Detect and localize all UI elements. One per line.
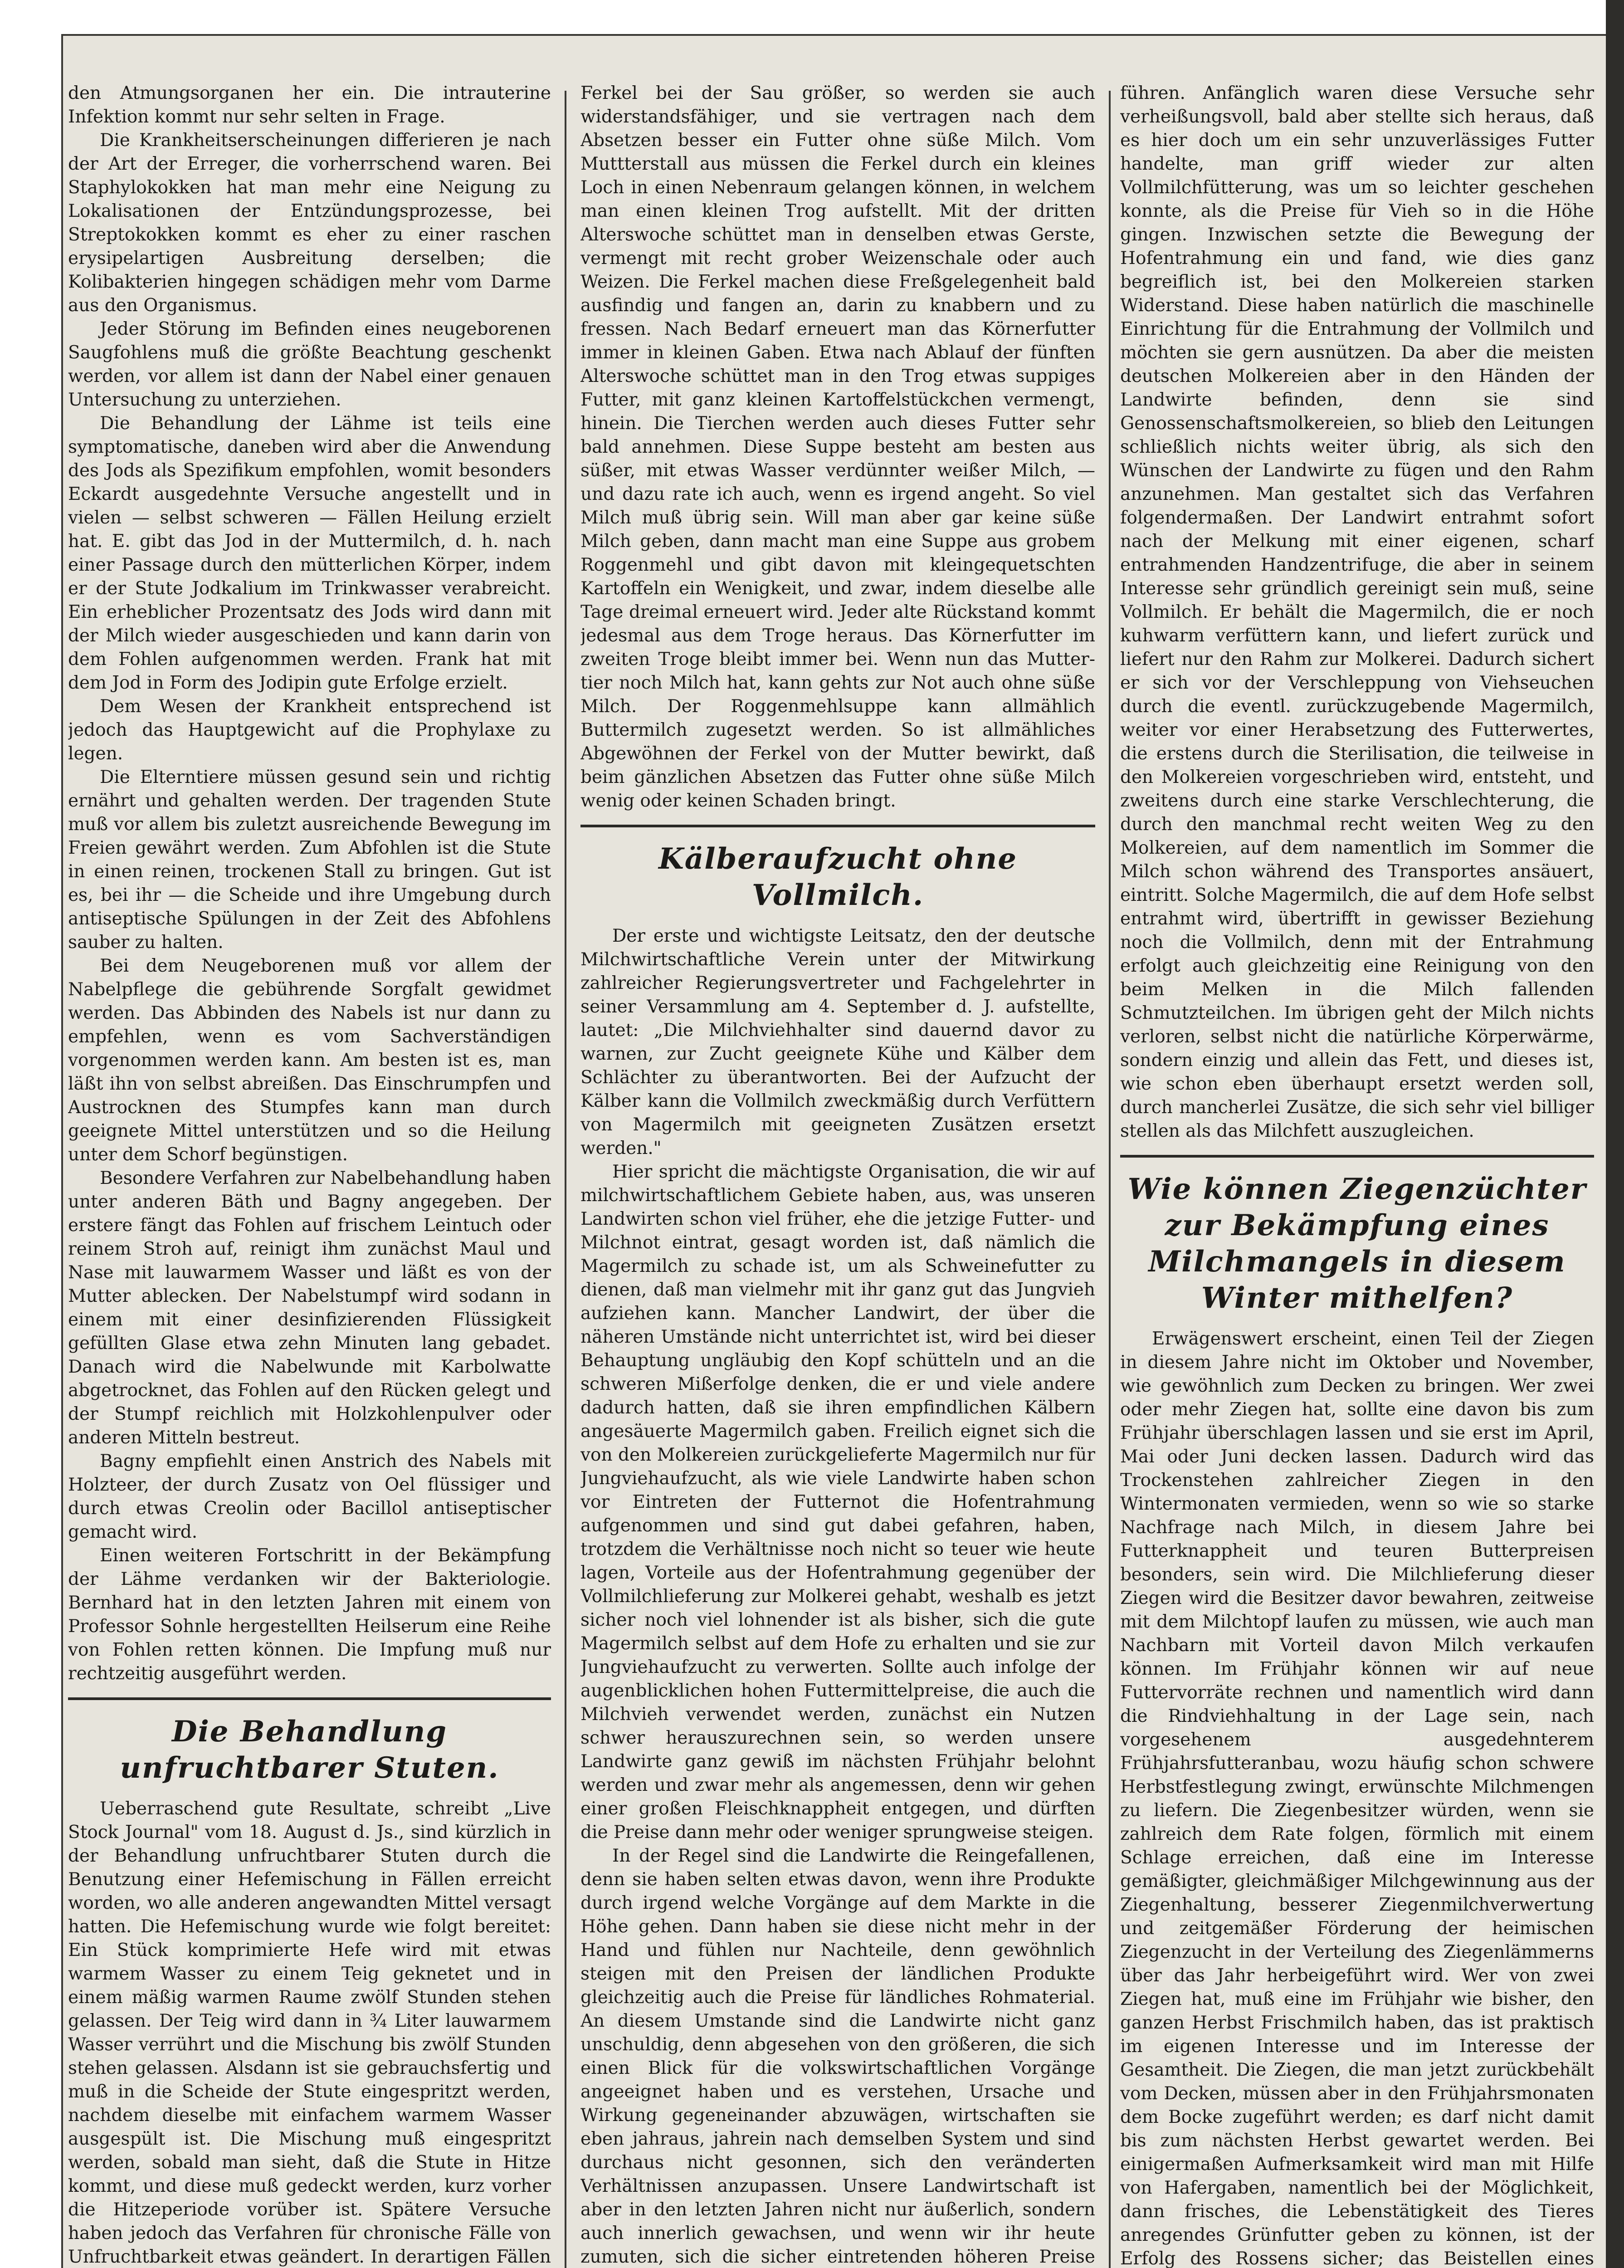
- paragraph: führen. Anfänglich waren diese Versuche sehr verheißungsvoll, bald aber stellte sich heraus, daß es hier doch um ein sehr unzuverlässiges Futter handelte, man griff wieder zur alten Vollmilchfütterung, was um so leichter geschehen konnte, als die Preise für Vieh so in die Höhe gingen. Inzwischen setzte die Bewegung der Hofentrahmung ein und fand, wie dies ganz begreiflich ist, bei den Molkereien starken Widerstand. Diese haben natürlich die maschinelle Einrichtung für die Entrahmung der Vollmilch und möchten sie gern ausnützen. Da aber die meisten deutschen Molkereien aber in den Händen der Landwirte befinden, denn sie sind Genossenschaftsmolkereien, so blieb den Leitungen schließlich nichts weiter übrig, als sich den Wünschen der Landwirte zu fügen und den Rahm anzunehmen. Man gestaltet sich das Verfahren folgendermaßen. Der Landwirt entrahmt sofort nach der Melkung mit einer eigenen, scharf entrahmenden Handzentrifuge, die aber in seinem Interesse sehr gründlich gereinigt sein muß, seine Vollmilch. Er behält die Magermilch, die er noch kuhwarm verfüttern kann, und liefert zurück und liefert nur den Rahm zur Molkerei. Dadurch sichert er sich vor der Verschleppung von Viehseuchen durch die eventl. zurückzugebende Magermilch, weiter vor einer Herabsetzung des Futterwertes, die erstens durch die Sterilisation, die teilweise in den Molkereien vorgeschrieben wird, entsteht, und zweitens durch eine starke Verschlechterung, die durch den manchmal recht weiten Weg zu den Molkereien, auf dem namentlich im Sommer die Milch schon während des Transportes ansäuert, eintritt. Solche Magermilch, die auf dem Hofe selbst entrahmt wird, übertrifft in gewisser Beziehung noch die Vollmilch, denn mit der Entrahmung erfolgt auch gleichzeitig eine Reinigung von den beim Melken in die Milch fallenden Schmutzteilchen. Im übrigen geht der Milch nichts verloren, selbst nicht die natürliche Körperwärme, sondern einzig und allein das Fett, und dieses ist, wie schon eben überhaupt ersetzt werden soll, durch mancherlei Zusätze, die sich sehr viel billiger stellen als das Milchfett auszugleichen.: [1120, 83, 1594, 1141]
- paragraph: Erwägenswert erscheint, einen Teil der Ziegen in diesem Jahre nicht im Oktober und November, wie gewöhnlich zum Decken zu bringen. Wer zwei oder mehr Ziegen hat, sollte eine davon bis zum Frühjahr überschlagen lassen und sie erst im April, Mai oder Juni decken lassen. Dadurch wird das Trockenstehen zahlreicher Ziegen in den Wintermonaten vermieden, wenn so wie so starke Nachfrage nach Milch, in diesem Jahre bei Futterknappheit und teuren Butterpreisen besonders, sein wird. Die Milchlieferung dieser Ziegen wird die Besitzer davor bewahren, zeitweise mit dem Milchtopf laufen zu müssen, wie auch man Nachbarn mit Vorteil davon Milch verkaufen können. Im Frühjahr können wir auf neue Futtervorräte rechnen und namentlich wird dann die Rindviehhaltung in der Lage sein, nach vorgesehenem ausgedehnterem Frühjahrsfutteranbau, wozu häufig schon schwere Herbstfestlegung zwingt, erwünschte Milchmengen zu liefern. Die Ziegenbesitzer würden, wenn sie zahlreich dem Rate folgen, förmlich mit einem Schlage erreichen, daß eine im Interesse gemäßigter, gleichmäßiger Milchgewinnung aus der Ziegenhaltung, besserer Ziegenmilchverwertung und zeitgemäßer Förderung der heimischen Ziegenzucht in der Verteilung des Ziegenlämmerns über das Jahr herbeigeführt wird. Wer von zwei Ziegen hat, muß eine im Frühjahr wie bisher, den ganzen Herbst Frischmilch haben, das ist praktisch im eigenen Interesse und im Interesse der Gesamtheit. Die Ziegen, die man jetzt zurückbehält vom Decken, müssen aber in den Frühjahrsmonaten dem Bocke zugeführt werden; es darf nicht damit bis zum nächsten Herbst gewartet werden. Bei einigermaßen Aufmerksamkeit wird man mit Hilfe von Hafergaben, namentlich bei der Möglichkeit, dann frisches, die Lebenstätigkeit des Tieres anregendes Grünfutter geben zu können, ist der Erfolg des Rossens sicher; das Beistellen eines: [1120, 1329, 1594, 2268]
- section-rule: [580, 825, 1095, 827]
- section-rule: [68, 1697, 551, 1700]
- column-divider: [565, 91, 566, 2268]
- paragraph: Besondere Verfahren zur Nabelbehandlung haben unter anderen Bäth und Bagny angegeben. Der erstere fängt das Fohlen auf frischem Leintuch oder reinem Stroh auf, reinigt ihm zunächst Maul und Nase mit lauwarmem Wasser und läßt es von der Mutter ablecken. Der Nabelstumpf wird sodann in einem mit einer desinfizierenden Flüssigkeit gefüllten Glase etwa zehn Minuten lang gebadet. Danach wird die Nabelwunde mit Karbolwatte abgetrocknet, das Fohlen auf den Rücken gelegt und der Stumpf reichlich mit Holzkohlenpulver oder anderen Mitteln bestreut.: [68, 1168, 551, 1448]
- paragraph: Einen weiteren Fortschritt in der Bekämpfung der Lähme verdanken wir der Bakteriologie. Bernhard hat in den letzten Jahren mit einem von Professor Sohnle hergestellten Heilserum eine Reihe von Fohlen retten können. Die Impfung muß nur rechtzeitig ausgeführt werden.: [68, 1545, 551, 1684]
- paragraph: Ueberraschend gute Resultate, schreibt „Live Stock Journal" vom 18. August d. Js., sind kürzlich in der Behandlung unfruchtbarer Stuten durch die Benutzung einer Hefemischung in Fällen erreicht worden, wo alle anderen angewandten Mittel versagt hatten. Die Hefemischung wurde wie folgt bereitet: Ein Stück komprimierte Hefe wird mit etwas warmem Wasser zu einem Teig geknetet und in einem mäßig warmen Raume zwölf Stunden stehen gelassen. Der Teig wird dann in ¾ Liter lauwarmem Wasser verrührt und die Mischung bis zwölf Stunden stehen gelassen. Alsdann ist sie gebrauchsfertig und muß in die Scheide der Stute eingespritzt werden, nachdem dieselbe mit einfachem warmem Wasser ausgespült ist. Die Mischung muß eingespritzt werden, sobald man sieht, daß die Stute in Hitze kommt, und diese muß gedeckt werden, kurz vorher die Hitzeperiode vorüber ist. Spätere Versuche haben jedoch das Verfahren für chronische Fälle von Unfruchtbarkeit etwas geändert. In derartigen Fällen: [68, 1799, 551, 2267]
- section-rule: [1120, 1155, 1594, 1158]
- column-divider: [1109, 91, 1111, 2268]
- paragraph: Die Elterntiere müssen gesund sein und richtig ernährt und gehalten werden. Der tragenden Stute muß vor allem bis zuletzt ausreichende Bewegung im Freien gewährt werden. Zum Abfohlen ist die Stute in einen reinen, trockenen Stall zu bringen. Gut ist es, bei ihr — die Scheide und ihre Umgebung durch antiseptische Spülungen in der Zeit des Abfohlens sauber zu halten.: [68, 767, 551, 953]
- paragraph: Hier spricht die mächtigste Organisation, die wir auf milchwirtschaftlichem Gebiete haben, aus, was unseren Landwirten schon viel früher, ehe die jetzige Futter- und Milchnot eintrat, gesagt worden ist, daß nämlich die Magermilch zu schade ist, um als Schweinefutter zu dienen, daß man vielmehr mit ihr ganz gut das Jungvieh aufziehen kann. Mancher Landwirt, der über die näheren Umstände nicht unterrichtet ist, wird bei dieser Behauptung ungläubig den Kopf schütteln und an die schweren Mißerfolge denken, die er und viele andere dadurch hatten, daß sie ihren empfindlichen Kälbern angesäuerte Magermilch gaben. Freilich eignet sich die von den Molkereien zurückgelieferte Magermilch nur für Jungviehaufzucht, als wie viele Landwirte haben schon vor Eintreten der Futternot die Hofentrahmung aufgenommen und sind gut dabei gefahren, haben, trotzdem die Verhältnisse noch nicht so teuer wie heute lagen, Vorteile aus der Hofentrahmung gegenüber der Vollmilchlieferung zur Molkerei gehabt, weshalb es jetzt sicher noch viel lohnender ist als bisher, sich die gute Magermilch selbst auf dem Hofe zu erhalten und sie zur Jungviehaufzucht zu verwerten. Sollte auch infolge der augenblicklichen hohen Futtermittelpreise, die auch die Milchvieh verwendet werden, zunächst ein Nutzen schwer herauszurechnen sein, so werden unsere Landwirte ganz gewiß im nächsten Frühjahr belohnt werden und zwar mehr als angemessen, denn wir gehen einer großen Fleischknappheit entgegen, und dürften die Preise dann mehr oder weniger sprungweise steigen.: [580, 1162, 1095, 1843]
- paragraph: Der erste und wichtigste Leitsatz, den der deutsche Milchwirtschaftliche Verein unter der Mitwirkung zahlreicher Regierungsvertreter und Fachgelehrter in seiner Versammlung am 4. September d. J. aufstellte, lautet: „Die Milchviehhalter sind dauernd davor zu warnen, zur Zucht geeignete Kühe und Kälber dem Schlächter zu überantworten. Bei der Aufzucht der Kälber kann die Vollmilch zweckmäßig durch Verfüttern von Magermilch mit geeigneten Zusätzen ersetzt werden.": [580, 926, 1095, 1158]
- scan-edge: [1606, 0, 1624, 2268]
- paragraph: In der Regel sind die Landwirte die Reingefallenen, denn sie haben selten etwas davon, wenn ihre Produkte durch irgend welche Vorgänge auf dem Markte in die Höhe gehen. Dann haben sie diese nicht mehr in der Hand und fühlen nur Nachteile, denn gewöhnlich steigen mit den Preisen der ländlichen Produkte gleichzeitig auch die Preise für ländliches Rohmaterial. An diesem Umstande sind die Landwirte nicht ganz unschuldig, denn abgesehen von den größeren, die sich einen Blick für die volkswirtschaftlichen Vorgänge angeeignet haben und es verstehen, Ursache und Wirkung gegeneinander abzuwägen, wirtschaften sie eben jahraus, jahrein nach demselben System und sind durchaus nicht gesonnen, sich den veränderten Verhältnissen anzupassen. Unsere Landwirtschaft ist aber in den letzten Jahren nicht nur äußerlich, sondern auch innerlich gewachsen, und wenn wir ihr heute zumuten, sich die sicher eintretenden höheren Preise: [580, 1846, 1095, 2267]
- paragraph: Bagny empfiehlt einen Anstrich des Nabels mit Holzteer, der durch Zusatz von Oel flüssiger und durch etwas Creolin oder Bacillol antiseptischer gemacht wird.: [68, 1451, 551, 1542]
- article-headline: Kälberaufzucht ohne Vollmilch.: [658, 842, 1017, 912]
- article-headline: Wie können Ziegenzüchter zur Bekämpfung eines Milchmangels in diesem Winter mithelfen?: [1127, 1172, 1587, 1315]
- paragraph: Jeder Störung im Befinden eines neugeborenen Saugfohlens muß die größte Beachtung geschenkt werden, vor allem ist dann der Nabel einer genauen Untersuchung zu unterziehen.: [68, 319, 551, 410]
- paragraph: Die Behandlung der Lähme ist teils eine symptomatische, daneben wird aber die Anwendung des Jods als Spezifikum empfohlen, womit besonders Eckardt ausgedehnte Versuche angestellt und in vielen — selbst schweren — Fällen Heilung erzielt hat. E. gibt das Jod in der Muttermilch, d. h. nach einer Passage durch den mütterlichen Körper, indem er der Stute Jodkalium im Trinkwasser verabreicht. Ein erheblicher Prozentsatz des Jods wird dann mit der Milch wieder ausgeschieden und kann darin von dem Fohlen aufgenommen werden. Frank hat mit dem Jod in Form des Jodipin gute Erfolge erzielt.: [68, 413, 551, 693]
- paragraph: Die Krankheitserscheinungen differieren je nach der Art der Erreger, die vorherrschend waren. Bei Staphylokokken hat man mehr eine Neigung zu Lokalisationen der Entzündungsprozesse, bei Streptokokken kommt es eher zu einer raschen erysipelartigen Ausbreitung derselben; die Kolibakterien hingegen schädigen mehr vom Darme aus den Organismus.: [68, 130, 551, 316]
- paragraph: den Atmungsorganen her ein. Die intrauterine Infektion kommt nur sehr selten in Frage.: [68, 83, 551, 127]
- paragraph: Bei dem Neugeborenen muß vor allem der Nabelpflege die gebührende Sorgfalt gewidmet werden. Das Abbinden des Nabels ist nur dann zu empfehlen, wenn es vom Sachverständigen vorgenommen werden kann. Am besten ist es, man läßt ihn von selbst abreißen. Das Einschrumpfen und Austrocknen des Stumpfes kann man durch geeignete Mittel unterstützen und so die Heilung unter dem Schorf begünstigen.: [68, 956, 551, 1165]
- column-left: [68, 82, 551, 2268]
- paragraph: Ferkel bei der Sau größer, so werden sie auch widerstandsfähiger, und sie vertragen nach dem Absetzen besser ein Futter ohne süße Milch. Vom Muttterstall aus müssen die Ferkel durch ein kleines Loch in einen Nebenraum gelangen können, in welchem man einen kleinen Trog aufstellt. Mit der dritten Alterswoche schüttet man in denselben etwas Gerste, vermengt mit recht grober Weizenschale oder auch Weizen. Die Ferkel machen diese Freßgelegenheit bald ausfindig und fangen an, darin zu knabbern und zu fressen. Nach Bedarf erneuert man das Körnerfutter immer in kleinen Gaben. Etwa nach Ablauf der fünften Alterswoche schüttet man in den Trog etwas suppiges Futter, mit ganz kleinen Kartoffelstückchen vermengt, hinein. Die Tierchen werden auch dieses Futter sehr bald annehmen. Diese Suppe besteht am besten aus süßer, mit etwas Wasser verdünnter weißer Milch, — und dazu rate ich auch, wenn es irgend angeht. So viel Milch muß übrig sein. Will man aber gar keine süße Milch geben, dann macht man eine Suppe aus grobem Roggenmehl und gibt davon mit kleingequetschten Kartoffeln ein Wenigkeit, und zwar, indem dieselbe alle Tage dreimal erneuert wird. Jeder alte Rückstand kommt jedesmal aus dem Troge heraus. Das Körnerfutter im zweiten Troge bleibt immer bei. Wenn nun das Mutter-tier noch Milch hat, kann gehts zur Not auch ohne süße Milch. Der Roggenmehlsuppe kann allmählich Buttermilch zugesetzt werden. So ist allmähliches Abgewöhnen der Ferkel von der Mutter bewirkt, daß beim gänzlichen Absetzen das Futter ohne süße Milch wenig oder keinen Schaden bringt.: [580, 83, 1095, 811]
- article-headline: Die Behandlung unfruchtbarer Stuten.: [120, 1715, 499, 1785]
- column-right: [1120, 82, 1594, 2268]
- column-middle: [580, 82, 1095, 2268]
- paragraph: Dem Wesen der Krankheit entsprechend ist jedoch das Hauptgewicht auf die Prophylaxe zu legen.: [68, 696, 551, 764]
